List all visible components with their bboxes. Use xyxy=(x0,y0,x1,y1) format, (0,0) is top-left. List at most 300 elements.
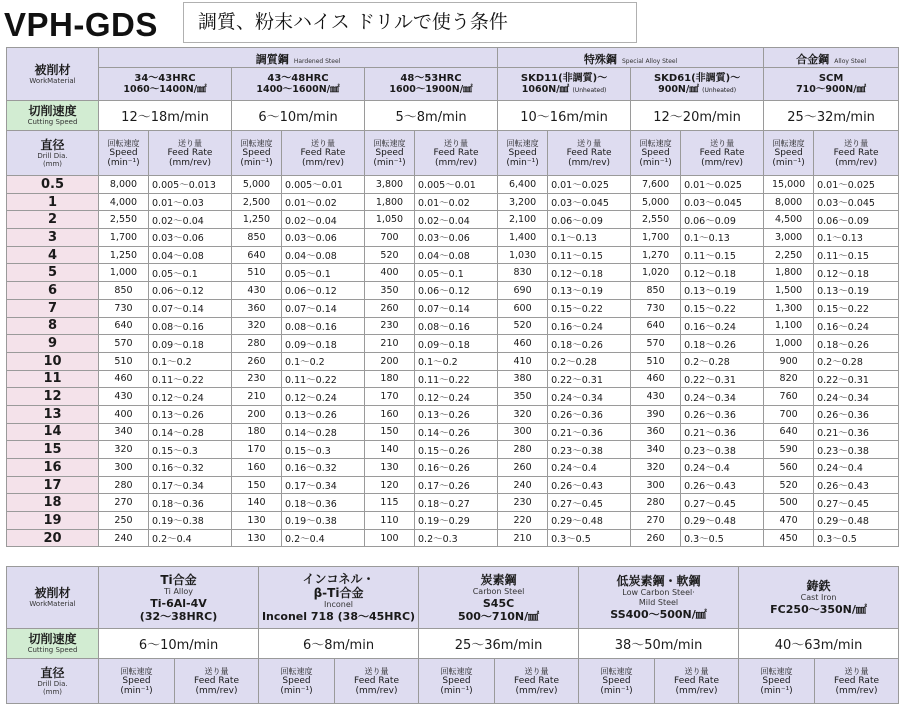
material-grade: Inconel 718 (38～45HRC) xyxy=(261,610,416,623)
feed-cell: 0.23～0.38 xyxy=(814,441,899,459)
feed-header-jp: 送り量 xyxy=(444,138,469,148)
feed-cell: 0.11～0.15 xyxy=(548,246,631,264)
speed-cell: 400 xyxy=(365,264,415,282)
feed-header-unit: (mm/rev) xyxy=(169,157,211,168)
feed-cell: 0.01～0.025 xyxy=(814,176,899,194)
feed-header-en: Feed Rate xyxy=(833,147,879,158)
feed-cell: 0.06～0.09 xyxy=(548,211,631,229)
speed-cell: 130 xyxy=(365,459,415,477)
speed-cell: 700 xyxy=(764,405,814,423)
feed-column-header xyxy=(175,659,259,704)
feed-cell: 0.26～0.43 xyxy=(548,476,631,494)
speed-header-jp: 回転速度 xyxy=(760,666,793,676)
speed-cell: 115 xyxy=(365,494,415,512)
material-line2 xyxy=(99,84,231,95)
speed-cell: 850 xyxy=(99,282,149,300)
feed-cell: 0.12～0.24 xyxy=(282,388,365,406)
speed-cell: 510 xyxy=(631,352,681,370)
speed-cell: 760 xyxy=(764,388,814,406)
feed-cell: 0.1～0.13 xyxy=(814,229,899,247)
feed-cell: 0.07～0.14 xyxy=(149,299,232,317)
feed-cell: 0.03～0.045 xyxy=(548,193,631,211)
material-name-en: Cast Iron xyxy=(800,593,837,602)
speed-cell: 230 xyxy=(365,317,415,335)
feed-cell: 0.13～0.19 xyxy=(681,282,764,300)
speed-header-jp: 回転速度 xyxy=(240,138,273,148)
feed-cell: 0.13～0.26 xyxy=(149,405,232,423)
speed-cell: 200 xyxy=(365,352,415,370)
speed-cell: 1,270 xyxy=(631,246,681,264)
feed-header-jp: 送り量 xyxy=(844,138,869,148)
feed-column-header xyxy=(681,131,764,176)
speed-cell: 140 xyxy=(365,441,415,459)
speed-column-header xyxy=(99,131,149,176)
drill-diameter: 8 xyxy=(7,317,99,335)
feed-cell: 0.27～0.45 xyxy=(681,494,764,512)
speed-header-en: Speed xyxy=(442,675,471,686)
speed-cell: 350 xyxy=(498,388,548,406)
speed-cell: 200 xyxy=(232,405,282,423)
feed-cell: 0.05～0.1 xyxy=(149,264,232,282)
feed-header-unit: (mm/rev) xyxy=(701,157,744,168)
group-alloy-steel xyxy=(764,48,899,68)
group-label-jp: 合金鋼 xyxy=(796,53,830,66)
feed-cell: 0.16～0.24 xyxy=(548,317,631,335)
table-row xyxy=(7,405,899,423)
feed-cell: 0.09～0.18 xyxy=(282,335,365,353)
feed-cell: 0.15～0.22 xyxy=(548,299,631,317)
drill-diameter: 13 xyxy=(7,405,99,423)
speed-cell: 120 xyxy=(365,476,415,494)
feed-header-en: Feed Rate xyxy=(354,675,400,686)
speed-cell: 690 xyxy=(498,282,548,300)
feed-cell: 0.03～0.06 xyxy=(282,229,365,247)
feed-cell: 0.06～0.12 xyxy=(282,282,365,300)
material-spec-1 xyxy=(99,567,259,629)
feed-header-unit: (mm/rev) xyxy=(675,685,718,696)
feed-header-jp: 送り量 xyxy=(204,666,229,676)
speed-cell: 520 xyxy=(498,317,548,335)
speed-cell: 700 xyxy=(365,229,415,247)
speed-cell: 180 xyxy=(365,370,415,388)
speed-cell: 320 xyxy=(232,317,282,335)
feed-cell: 0.2～0.28 xyxy=(814,352,899,370)
feed-cell: 0.005～0.01 xyxy=(282,176,365,194)
cutting-speed-label xyxy=(7,101,99,131)
speed-cell: 220 xyxy=(498,512,548,530)
feed-cell: 0.06～0.09 xyxy=(681,211,764,229)
speed-cell: 1,700 xyxy=(631,229,681,247)
feed-cell: 0.04～0.08 xyxy=(415,246,498,264)
feed-header-en: Feed Rate xyxy=(674,675,720,686)
product-logo: VPH-GDS xyxy=(4,6,158,43)
drill-diameter: 14 xyxy=(7,423,99,441)
feed-cell: 0.24～0.34 xyxy=(681,388,764,406)
speed-header-jp: 回転速度 xyxy=(506,138,539,148)
feed-cell: 0.19～0.38 xyxy=(282,512,365,530)
speed-cell: 730 xyxy=(631,299,681,317)
work-material-en: WorkMaterial xyxy=(29,600,76,608)
speed-cell: 260 xyxy=(631,529,681,547)
feed-cell: 0.22～0.31 xyxy=(681,370,764,388)
speed-column-header xyxy=(579,659,655,704)
group-label-en: Special Alloy Steel xyxy=(621,58,678,65)
feed-cell: 0.19～0.38 xyxy=(149,512,232,530)
drill-dia-jp: 直径 xyxy=(40,665,65,680)
feed-cell: 0.12～0.18 xyxy=(814,264,899,282)
speed-cell: 1,250 xyxy=(99,246,149,264)
drill-dia-en: Drill Dia. xyxy=(37,679,68,688)
feed-cell: 0.15～0.22 xyxy=(814,299,899,317)
drill-dia-unit: (mm) xyxy=(42,159,63,168)
table-row xyxy=(7,299,899,317)
feed-column-header xyxy=(655,659,739,704)
material-line2 xyxy=(631,84,763,96)
speed-cell: 340 xyxy=(99,423,149,441)
material-line1: 43～48HRC xyxy=(267,73,329,84)
speed-header-en: Speed xyxy=(242,147,271,158)
feed-cell: 0.12～0.18 xyxy=(681,264,764,282)
speed-cell: 360 xyxy=(232,299,282,317)
speed-cell: 510 xyxy=(99,352,149,370)
feed-cell: 0.3～0.5 xyxy=(681,529,764,547)
material-line1: SKD61(非調質)～ xyxy=(653,72,741,84)
speed-cell: 430 xyxy=(631,388,681,406)
drill-diameter: 18 xyxy=(7,494,99,512)
table-row xyxy=(7,441,899,459)
feed-cell: 0.19～0.29 xyxy=(415,512,498,530)
feed-header-unit: (mm/rev) xyxy=(835,685,878,696)
feed-cell: 0.18～0.26 xyxy=(814,335,899,353)
feed-cell: 0.23～0.38 xyxy=(548,441,631,459)
drill-diameter: 7 xyxy=(7,299,99,317)
speed-cell: 240 xyxy=(99,529,149,547)
feed-cell: 0.18～0.36 xyxy=(149,494,232,512)
feed-column-header xyxy=(815,659,899,704)
feed-cell: 0.2～0.4 xyxy=(282,529,365,547)
drill-diameter: 6 xyxy=(7,282,99,300)
speed-header-unit: (min⁻¹) xyxy=(120,685,153,696)
feed-header-jp: 送り量 xyxy=(524,666,549,676)
speed-column-header xyxy=(739,659,815,704)
speed-cell: 3,800 xyxy=(365,176,415,194)
speed-cell: 900 xyxy=(764,352,814,370)
speed-cell: 4,500 xyxy=(764,211,814,229)
speed-cell: 640 xyxy=(764,423,814,441)
speed-cell: 450 xyxy=(764,529,814,547)
speed-header-unit: (min⁻¹) xyxy=(772,157,805,168)
feed-cell: 0.3～0.5 xyxy=(548,529,631,547)
drill-diameter: 12 xyxy=(7,388,99,406)
speed-header-en: Speed xyxy=(282,675,311,686)
feed-cell: 0.09～0.18 xyxy=(149,335,232,353)
feed-cell: 0.13～0.19 xyxy=(814,282,899,300)
speed-cell: 2,550 xyxy=(631,211,681,229)
speed-cell: 1,100 xyxy=(764,317,814,335)
speed-header-unit: (min⁻¹) xyxy=(440,685,473,696)
speed-header-jp: 回転速度 xyxy=(772,138,805,148)
speed-cell: 3,000 xyxy=(764,229,814,247)
material-spec-3 xyxy=(365,68,498,101)
drill-diameter: 11 xyxy=(7,370,99,388)
speed-cell: 1,000 xyxy=(764,335,814,353)
material-line1: SCM xyxy=(818,73,844,84)
speed-cell: 210 xyxy=(498,529,548,547)
material-strength: 900N/㎟ xyxy=(658,83,699,95)
feed-cell: 0.03～0.045 xyxy=(681,193,764,211)
feed-cell: 0.29～0.48 xyxy=(548,512,631,530)
work-material-en: WorkMaterial xyxy=(29,76,76,85)
speed-cell: 4,000 xyxy=(99,193,149,211)
speed-column-header xyxy=(631,131,681,176)
table-row xyxy=(7,512,899,530)
feed-cell: 0.21～0.36 xyxy=(814,423,899,441)
speed-cell: 640 xyxy=(631,317,681,335)
feed-header-jp: 送り量 xyxy=(178,138,202,148)
speed-cell: 150 xyxy=(365,423,415,441)
speed-cell: 280 xyxy=(232,335,282,353)
material-line2 xyxy=(232,84,364,95)
feed-cell: 0.2～0.28 xyxy=(681,352,764,370)
feed-header-unit: (mm/rev) xyxy=(515,685,558,696)
speed-cell: 380 xyxy=(498,370,548,388)
speed-cell: 850 xyxy=(631,282,681,300)
feed-cell: 0.16～0.26 xyxy=(415,459,498,477)
speed-cell: 280 xyxy=(498,441,548,459)
speed-cell: 460 xyxy=(498,335,548,353)
material-spec-4 xyxy=(498,68,631,101)
speed-cell: 460 xyxy=(99,370,149,388)
speed-cell: 230 xyxy=(232,370,282,388)
table-row xyxy=(7,370,899,388)
material-spec-5 xyxy=(739,567,899,629)
speed-cell: 1,800 xyxy=(764,264,814,282)
feed-cell: 0.11～0.22 xyxy=(415,370,498,388)
table-row xyxy=(7,388,899,406)
speed-cell: 340 xyxy=(631,441,681,459)
feed-cell: 0.2～0.3 xyxy=(415,529,498,547)
cutting-speed-value: 12～20m/min xyxy=(631,101,764,131)
feed-cell: 0.1～0.2 xyxy=(149,352,232,370)
feed-cell: 0.16～0.24 xyxy=(814,317,899,335)
speed-column-header xyxy=(232,131,282,176)
feed-cell: 0.2～0.4 xyxy=(149,529,232,547)
material-grade: S45C xyxy=(482,596,515,610)
feed-cell: 0.22～0.31 xyxy=(814,370,899,388)
speed-header-jp: 回転速度 xyxy=(600,666,633,676)
speed-column-header xyxy=(259,659,335,704)
speed-cell: 5,000 xyxy=(631,193,681,211)
feed-cell: 0.1～0.2 xyxy=(415,352,498,370)
feed-cell: 0.23～0.38 xyxy=(681,441,764,459)
feed-cell: 0.04～0.08 xyxy=(282,246,365,264)
feed-header-jp: 送り量 xyxy=(364,666,389,676)
speed-cell: 300 xyxy=(631,476,681,494)
page-subtitle: 調質、粉末ハイス ドリルで使う条件 xyxy=(183,2,637,43)
speed-header-en: Speed xyxy=(109,147,138,158)
speed-cell: 470 xyxy=(764,512,814,530)
feed-cell: 0.24～0.4 xyxy=(548,459,631,477)
cutting-speed-jp: 切削速度 xyxy=(28,104,77,118)
feed-cell: 0.24～0.34 xyxy=(814,388,899,406)
cutting-speed-value: 6～10m/min xyxy=(99,629,259,659)
feed-cell: 0.16～0.32 xyxy=(149,459,232,477)
speed-cell: 140 xyxy=(232,494,282,512)
feed-cell: 0.01～0.02 xyxy=(415,193,498,211)
speed-cell: 1,500 xyxy=(764,282,814,300)
feed-cell: 0.05～0.1 xyxy=(415,264,498,282)
speed-cell: 110 xyxy=(365,512,415,530)
feed-cell: 0.15～0.3 xyxy=(149,441,232,459)
feed-cell: 0.24～0.34 xyxy=(548,388,631,406)
material-spec-1 xyxy=(99,68,232,101)
table-row xyxy=(7,193,899,211)
speed-cell: 640 xyxy=(232,246,282,264)
feed-cell: 0.15～0.3 xyxy=(282,441,365,459)
material-spec-6 xyxy=(764,68,899,101)
feed-column-header xyxy=(282,131,365,176)
speed-cell: 130 xyxy=(232,529,282,547)
feed-cell: 0.11～0.15 xyxy=(681,246,764,264)
material-grade-2: 500～710N/㎟ xyxy=(457,609,540,623)
work-material-label xyxy=(7,567,99,629)
material-line1: SKD11(非調質)～ xyxy=(520,72,608,84)
feed-cell: 0.005～0.013 xyxy=(149,176,232,194)
speed-cell: 230 xyxy=(498,494,548,512)
speed-cell: 560 xyxy=(764,459,814,477)
speed-cell: 1,050 xyxy=(365,211,415,229)
speed-cell: 1,400 xyxy=(498,229,548,247)
feed-cell: 0.29～0.48 xyxy=(681,512,764,530)
feed-cell: 0.12～0.24 xyxy=(415,388,498,406)
feed-cell: 0.02～0.04 xyxy=(415,211,498,229)
cutting-conditions-table-2 xyxy=(6,566,899,704)
cutting-speed-value: 6～8m/min xyxy=(259,629,419,659)
speed-cell: 210 xyxy=(365,335,415,353)
speed-cell: 270 xyxy=(99,494,149,512)
material-name-jp: 炭素鋼 xyxy=(480,572,517,587)
drill-diameter: 2 xyxy=(7,211,99,229)
speed-cell: 2,500 xyxy=(232,193,282,211)
speed-cell: 1,700 xyxy=(99,229,149,247)
table-row xyxy=(7,476,899,494)
cutting-speed-value: 40～63m/min xyxy=(739,629,899,659)
feed-cell: 0.13～0.19 xyxy=(548,282,631,300)
feed-cell: 0.06～0.12 xyxy=(415,282,498,300)
speed-cell: 8,000 xyxy=(99,176,149,194)
speed-column-header xyxy=(419,659,495,704)
feed-cell: 0.13～0.26 xyxy=(415,405,498,423)
speed-cell: 280 xyxy=(99,476,149,494)
speed-cell: 270 xyxy=(631,512,681,530)
work-material-jp: 被削材 xyxy=(34,62,71,77)
table-row xyxy=(7,264,899,282)
table-row xyxy=(7,459,899,477)
speed-cell: 160 xyxy=(365,405,415,423)
feed-cell: 0.26～0.43 xyxy=(681,476,764,494)
table-row xyxy=(7,282,899,300)
speed-cell: 260 xyxy=(365,299,415,317)
cutting-speed-value: 6～10m/min xyxy=(232,101,365,131)
speed-header-jp: 回転速度 xyxy=(107,138,140,148)
material-name-en: Inconel xyxy=(324,600,353,609)
material-line1: 34～43HRC xyxy=(134,73,196,84)
feed-cell: 0.05～0.1 xyxy=(282,264,365,282)
feed-cell: 0.15～0.22 xyxy=(681,299,764,317)
drill-diameter: 0.5 xyxy=(7,176,99,194)
speed-header-jp: 回転速度 xyxy=(639,138,672,148)
feed-header-en: Feed Rate xyxy=(566,147,612,158)
feed-cell: 0.21～0.36 xyxy=(681,423,764,441)
drill-dia-jp: 直径 xyxy=(40,137,65,152)
feed-cell: 0.12～0.24 xyxy=(149,388,232,406)
speed-cell: 150 xyxy=(232,476,282,494)
work-material-jp: 被削材 xyxy=(34,586,71,600)
material-name-en-2: Mild Steel xyxy=(638,598,679,607)
speed-cell: 160 xyxy=(232,459,282,477)
speed-cell: 570 xyxy=(631,335,681,353)
drill-diameter: 15 xyxy=(7,441,99,459)
speed-header-unit: (min⁻¹) xyxy=(639,157,672,168)
feed-cell: 0.17～0.34 xyxy=(282,476,365,494)
feed-cell: 0.17～0.34 xyxy=(149,476,232,494)
speed-cell: 300 xyxy=(99,459,149,477)
feed-cell: 0.18～0.36 xyxy=(282,494,365,512)
table-row xyxy=(7,335,899,353)
speed-header-en: Speed xyxy=(375,147,404,158)
feed-cell: 0.16～0.32 xyxy=(282,459,365,477)
speed-cell: 240 xyxy=(498,476,548,494)
feed-cell: 0.11～0.22 xyxy=(149,370,232,388)
speed-cell: 410 xyxy=(498,352,548,370)
speed-column-header xyxy=(498,131,548,176)
speed-cell: 180 xyxy=(232,423,282,441)
feed-header-en: Feed Rate xyxy=(834,675,880,686)
feed-cell: 0.26～0.36 xyxy=(548,405,631,423)
speed-cell: 570 xyxy=(99,335,149,353)
speed-cell: 100 xyxy=(365,529,415,547)
speed-cell: 520 xyxy=(365,246,415,264)
feed-cell: 0.26～0.36 xyxy=(681,405,764,423)
feed-cell: 0.18～0.26 xyxy=(681,335,764,353)
group-special-alloy-steel xyxy=(498,48,764,68)
feed-cell: 0.18～0.27 xyxy=(415,494,498,512)
table-row xyxy=(7,494,899,512)
table-row xyxy=(7,317,899,335)
speed-cell: 500 xyxy=(764,494,814,512)
drill-diameter: 4 xyxy=(7,246,99,264)
material-spec-2 xyxy=(259,567,419,629)
speed-cell: 2,550 xyxy=(99,211,149,229)
feed-header-jp: 送り量 xyxy=(577,138,602,148)
feed-cell: 0.01～0.02 xyxy=(282,193,365,211)
cutting-speed-en: Cutting Speed xyxy=(27,646,78,654)
feed-header-en: Feed Rate xyxy=(300,147,346,158)
table-row xyxy=(7,246,899,264)
speed-header-jp: 回転速度 xyxy=(440,666,473,676)
material-line2 xyxy=(764,84,898,95)
feed-cell: 0.11～0.15 xyxy=(814,246,899,264)
work-material-label xyxy=(7,48,99,101)
speed-cell: 250 xyxy=(99,512,149,530)
speed-cell: 320 xyxy=(498,405,548,423)
cutting-speed-label xyxy=(7,629,99,659)
feed-cell: 0.08～0.16 xyxy=(282,317,365,335)
cutting-speed-value: 10～16m/min xyxy=(498,101,631,131)
speed-cell: 1,030 xyxy=(498,246,548,264)
material-strength: 1060～1400N/㎟ xyxy=(123,84,207,95)
feed-cell: 0.005～0.01 xyxy=(415,176,498,194)
